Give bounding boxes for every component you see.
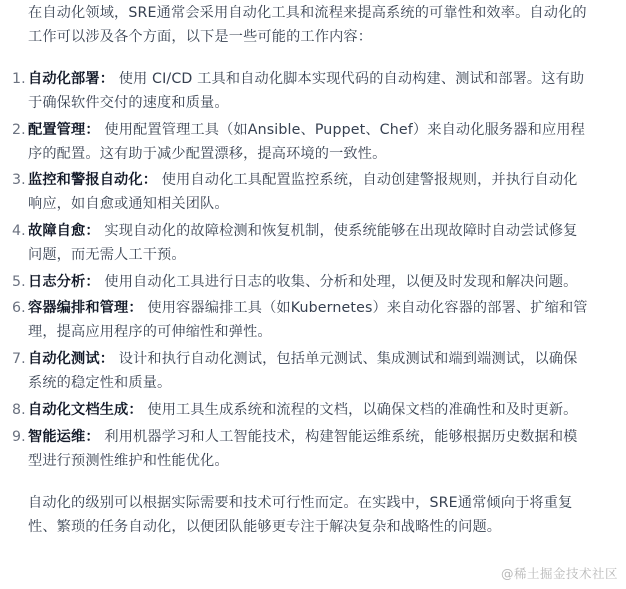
list-item [12, 347, 588, 395]
list-item-text: 使用配置管理工具（如Ansible、Puppet、Chef）来自动化服务器和应用程序的配置。这有助于减少配置漂移，提高环境的一致性。 [28, 121, 585, 162]
outro-paragraph: 自动化的级别可以根据实际需要和技术可行性而定。在实践中，SRE通常倾向于将重复性、繁琐的任务自动化，以便团队能够更专注于解决复杂和战略性的问题。 [28, 494, 573, 535]
list-item [12, 270, 588, 294]
list-item-text: 利用机器学习和人工智能技术，构建智能运维系统，能够根据历史数据和模型进行预测性维护和性能优化。 [28, 428, 578, 469]
list-item-text: 使用容器编排工具（如Kubernetes）来自动化容器的部署、扩缩和管理，提高应用程序的可伸缩性和弹性。 [28, 300, 588, 341]
list-item-term: 智能运维： [28, 428, 100, 445]
work-items-list [12, 67, 588, 473]
list-item-number: 4. [12, 223, 26, 240]
list-item-term: 容器编排和管理： [28, 300, 143, 317]
list-item-number: 5. [12, 273, 26, 290]
list-item-number: 9. [12, 428, 26, 445]
list-item [12, 168, 588, 216]
list-item-number: 6. [12, 300, 26, 317]
list-item-term: 配置管理： [28, 121, 100, 138]
list-item-term: 自动化文档生成： [28, 401, 143, 418]
list-item [12, 67, 588, 115]
list-item [12, 425, 588, 473]
list-item-text: 使用工具生成系统和流程的文档，以确保文档的准确性和及时更新。 [147, 401, 578, 418]
list-item-term: 故障自愈： [28, 223, 100, 240]
list-item-text: 实现自动化的故障检测和恢复机制，使系统能够在出现故障时自动尝试修复问题，而无需人工干预。 [28, 223, 578, 264]
list-item-term: 自动化测试： [28, 351, 115, 368]
list-item-text: 使用 CI/CD 工具和自动化脚本实现代码的自动构建、测试和部署。这有助于确保软件交付的速度和质量。 [28, 71, 585, 111]
list-item [12, 398, 588, 422]
list-item [12, 296, 588, 344]
list-item-number: 7. [12, 351, 26, 368]
list-item-number: 2. [12, 121, 26, 138]
list-item-number: 1. [12, 71, 26, 87]
watermark: @稀土掘金技术社区 [500, 566, 618, 581]
document-body [12, 0, 588, 539]
list-item-text: 设计和执行自动化测试，包括单元测试、集成测试和端到端测试，以确保系统的稳定性和质量。 [28, 351, 578, 392]
list-item-text: 使用自动化工具进行日志的收集、分析和处理，以便及时发现和解决问题。 [104, 273, 578, 290]
list-item-term: 监控和警报自动化： [28, 172, 158, 189]
list-item-text: 使用自动化工具配置监控系统，自动创建警报规则，并执行自动化响应，如自愈或通知相关团队。 [28, 172, 578, 213]
list-item-number: 3. [12, 172, 26, 189]
list-item-term: 日志分析： [28, 273, 100, 290]
list-item-term: 自动化部署： [28, 71, 115, 87]
list-item [12, 219, 588, 267]
list-item-number: 8. [12, 401, 26, 418]
list-item [12, 118, 588, 166]
intro-paragraph: 在自动化领域，SRE通常会采用自动化工具和流程来提高系统的可靠性和效率。自动化的工作可以涉及各个方面，以下是一些可能的工作内容： [28, 5, 587, 45]
